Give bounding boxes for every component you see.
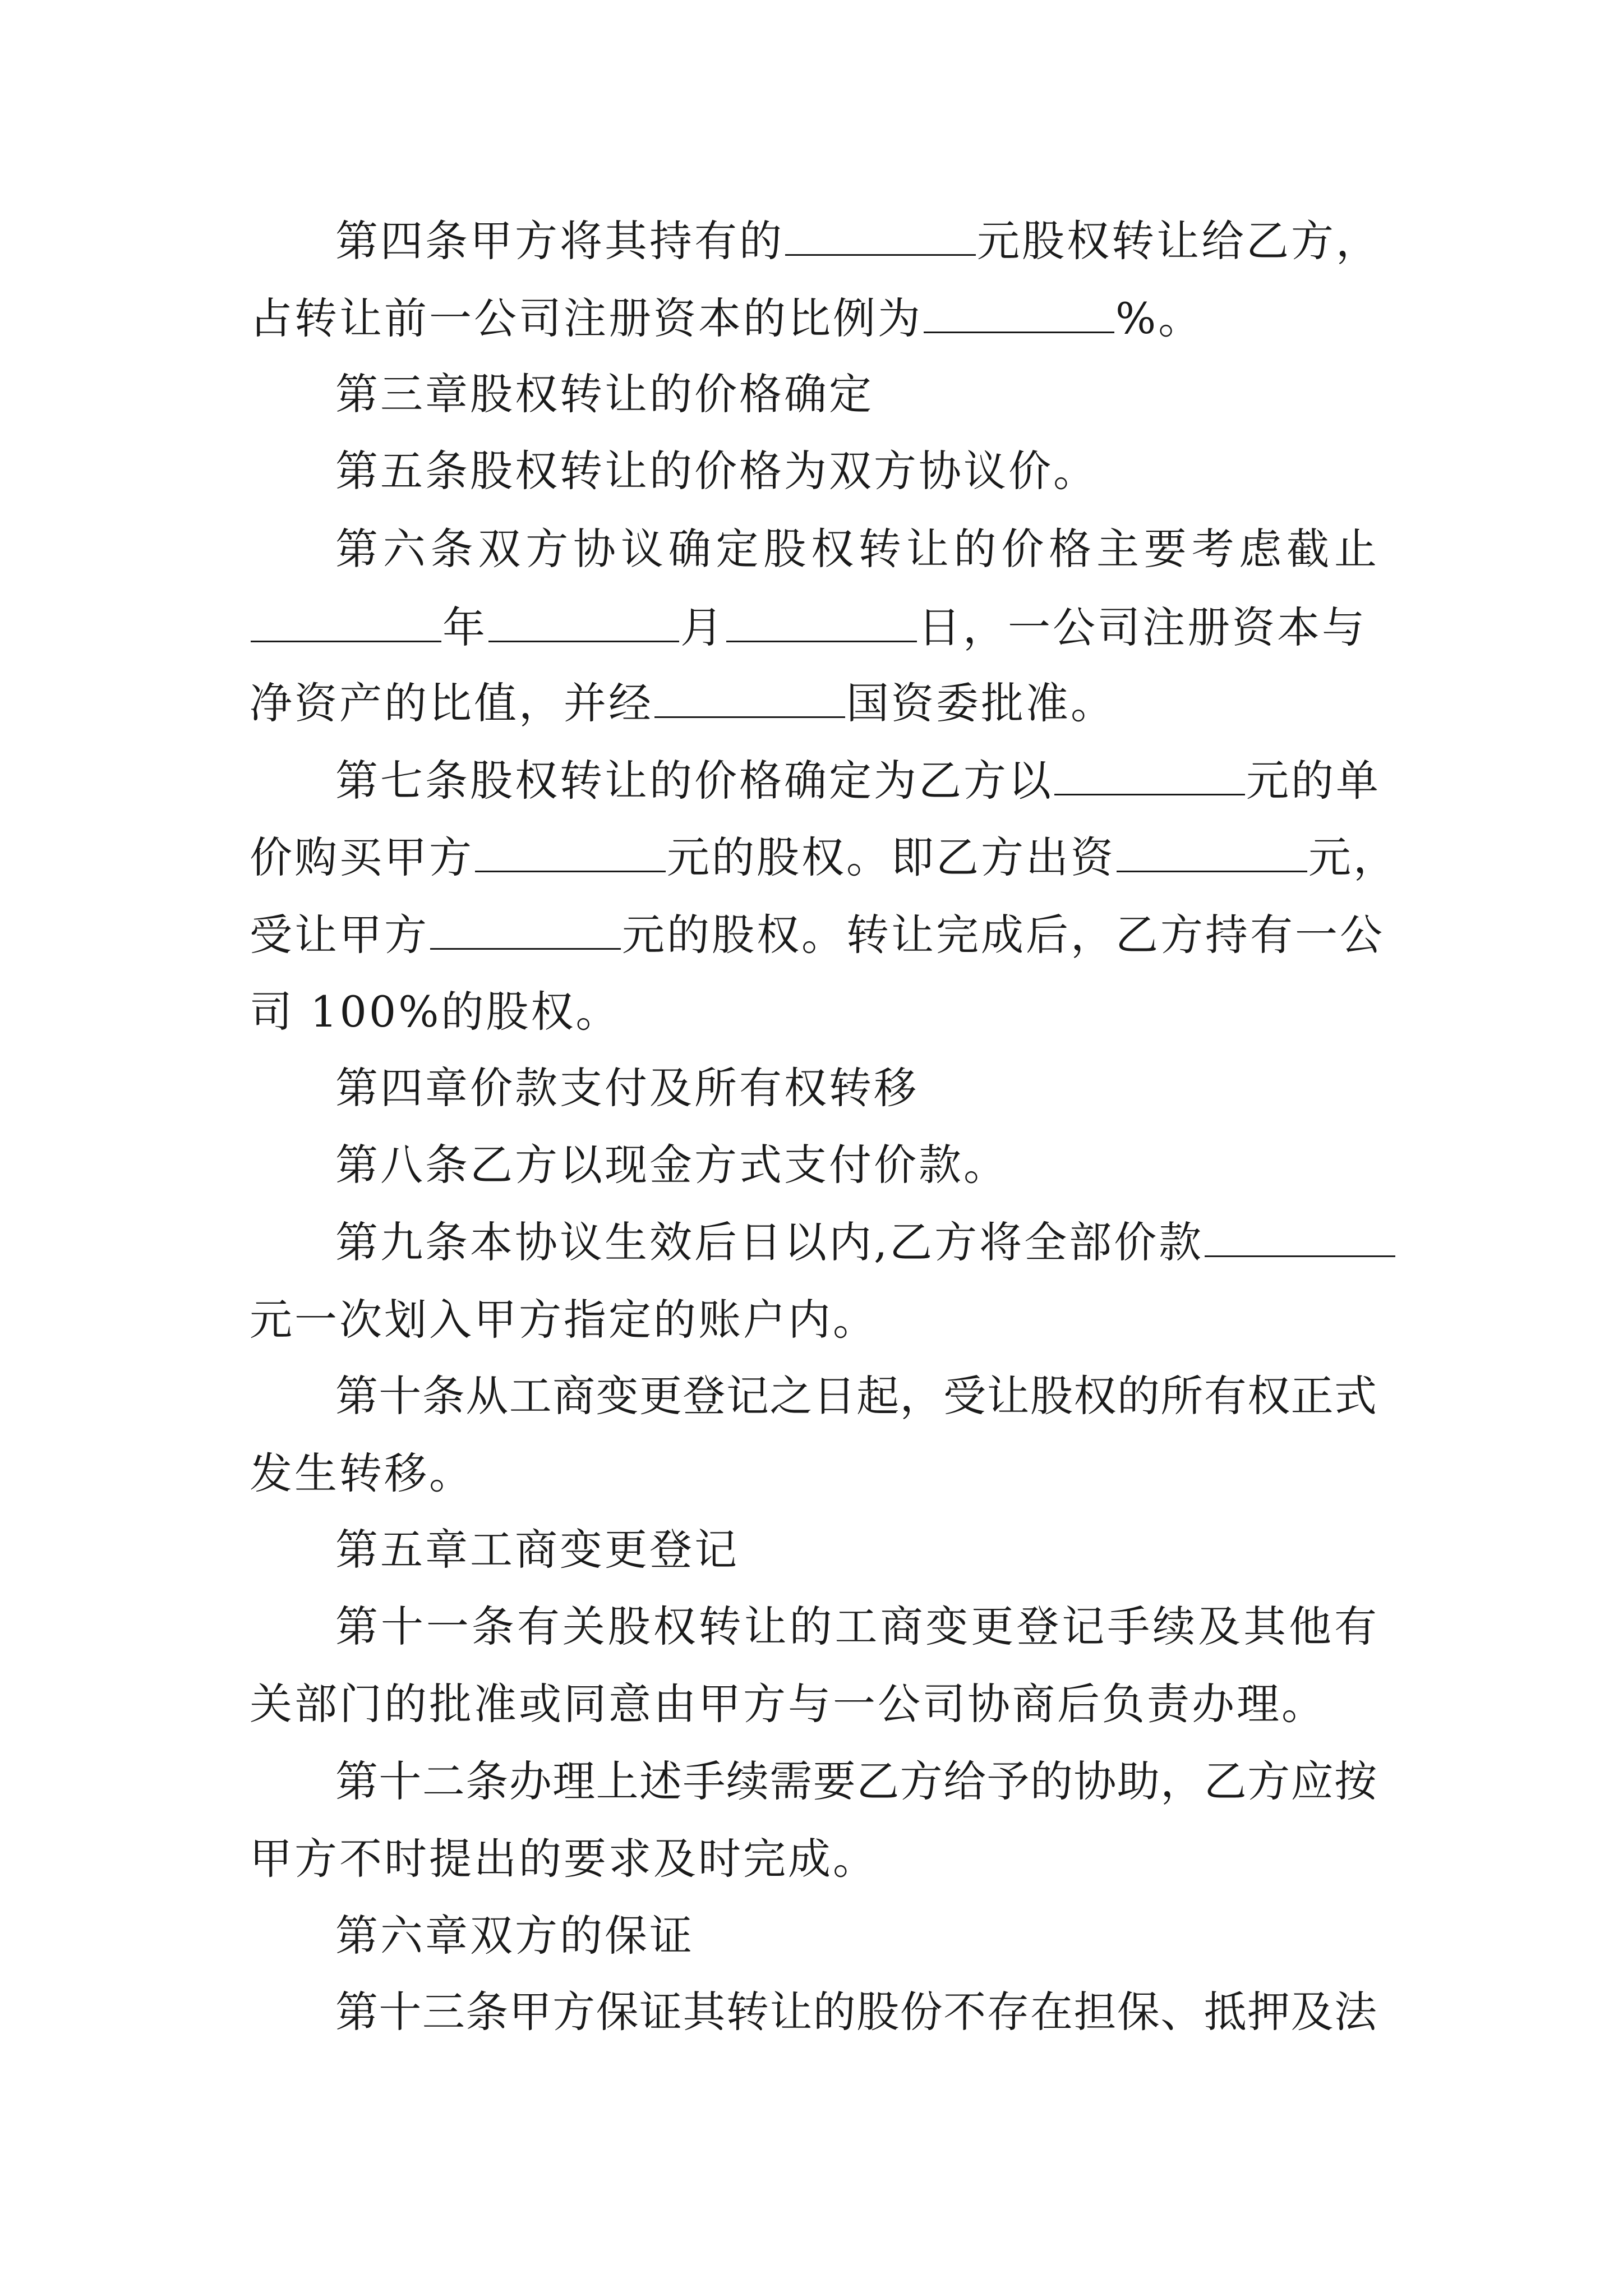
text-segment: 占转让前一公司注册资本的比例为 (250, 293, 923, 343)
text-segment: 第十二条办理上述手续需要乙方给予的协助，乙方应按 (335, 1756, 1377, 1806)
text-segment: 受让甲方 (250, 910, 429, 960)
text-segment: 第九条本协议生效后日以内,乙方将全部价款 (335, 1217, 1204, 1267)
text-line (250, 973, 1377, 1051)
text-segment: 净资产的比值，并经 (250, 678, 653, 728)
text-line (335, 742, 1381, 820)
text-segment: 司 100%的股权。 (250, 987, 621, 1037)
text-line (335, 1511, 1377, 1589)
text-line (335, 1973, 1377, 2051)
text-line (335, 1126, 1377, 1204)
text-segment: 元的股权。即乙方出资 (667, 832, 1115, 882)
fill-in-blank (1054, 744, 1245, 795)
text-segment: 元的单 (1246, 756, 1381, 806)
fill-in-blank (251, 591, 441, 642)
text-segment: 第七条股权转让的价格确定为乙方以 (335, 756, 1053, 806)
text-line (335, 1897, 1377, 1975)
text-line (250, 1665, 1377, 1743)
fill-in-blank (430, 899, 621, 950)
text-segment: 第三章股权转让的价格确定 (335, 369, 874, 419)
text-line (250, 1820, 1377, 1898)
text-segment: 第十一条有关股权转让的工商变更登记手续及其他有 (335, 1602, 1377, 1651)
text-line (335, 1742, 1377, 1821)
text-segment: 元股权转让给乙方， (977, 216, 1381, 266)
text-line (250, 664, 1377, 743)
text-line (335, 1049, 1377, 1128)
text-segment: 关部门的批准或同意由甲方与一公司协商后负责办理。 (250, 1679, 1326, 1729)
text-segment: 日，一公司注册资本与 (918, 602, 1367, 652)
fill-in-blank (726, 591, 917, 642)
text-line (335, 1357, 1377, 1435)
fill-in-blank (1117, 821, 1307, 872)
text-segment: 发生转移。 (250, 1448, 474, 1498)
text-segment: 第十三条甲方保证其转让的股份不存在担保、抵押及法 (335, 1987, 1377, 2037)
fill-in-blank (488, 591, 679, 642)
text-line (335, 1203, 1377, 1282)
text-line (250, 588, 1377, 667)
fill-in-blank (785, 205, 976, 256)
fill-in-blank (924, 282, 1114, 333)
text-segment: 第五章工商变更登记 (335, 1525, 739, 1575)
text-segment: 第四章价款支付及所有权转移 (335, 1063, 919, 1113)
text-segment: 第四条甲方将其持有的 (335, 216, 784, 266)
text-line (335, 202, 1381, 280)
text-segment: 元一次划入甲方指定的账户内。 (250, 1295, 878, 1345)
text-line (335, 1588, 1377, 1666)
text-segment: 第十条从工商变更登记之日起，受让股权的所有权正式 (335, 1371, 1377, 1421)
text-line (335, 355, 1377, 434)
fill-in-blank (475, 821, 666, 872)
text-segment: 甲方不时提出的要求及时完成。 (250, 1834, 878, 1884)
fill-in-blank (1205, 1206, 1395, 1257)
text-segment: 年 (442, 602, 487, 652)
text-line (250, 1281, 1377, 1359)
text-segment: 第五条股权转让的价格为双方协议价。 (335, 446, 1098, 496)
text-line (250, 1434, 1377, 1513)
text-line (250, 896, 1385, 974)
text-segment: 元的股权。转让完成后，乙方持有一公 (622, 910, 1385, 960)
text-segment: %。 (1115, 293, 1204, 343)
fill-in-blank (654, 667, 845, 718)
text-line (335, 432, 1377, 510)
text-segment: 价购买甲方 (250, 832, 474, 882)
text-line (250, 279, 1377, 358)
text-segment: 第六章双方的保证 (335, 1911, 694, 1961)
text-segment: 月 (680, 602, 725, 652)
text-segment: 第八条乙方以现金方式支付价款。 (335, 1140, 1008, 1190)
text-line (250, 818, 1398, 897)
text-line (335, 510, 1377, 588)
text-segment: 元， (1308, 832, 1398, 882)
text-segment: 第六条双方协议确定股权转让的价格主要考虑截止 (335, 524, 1377, 574)
text-segment: 国资委批准。 (846, 678, 1115, 728)
